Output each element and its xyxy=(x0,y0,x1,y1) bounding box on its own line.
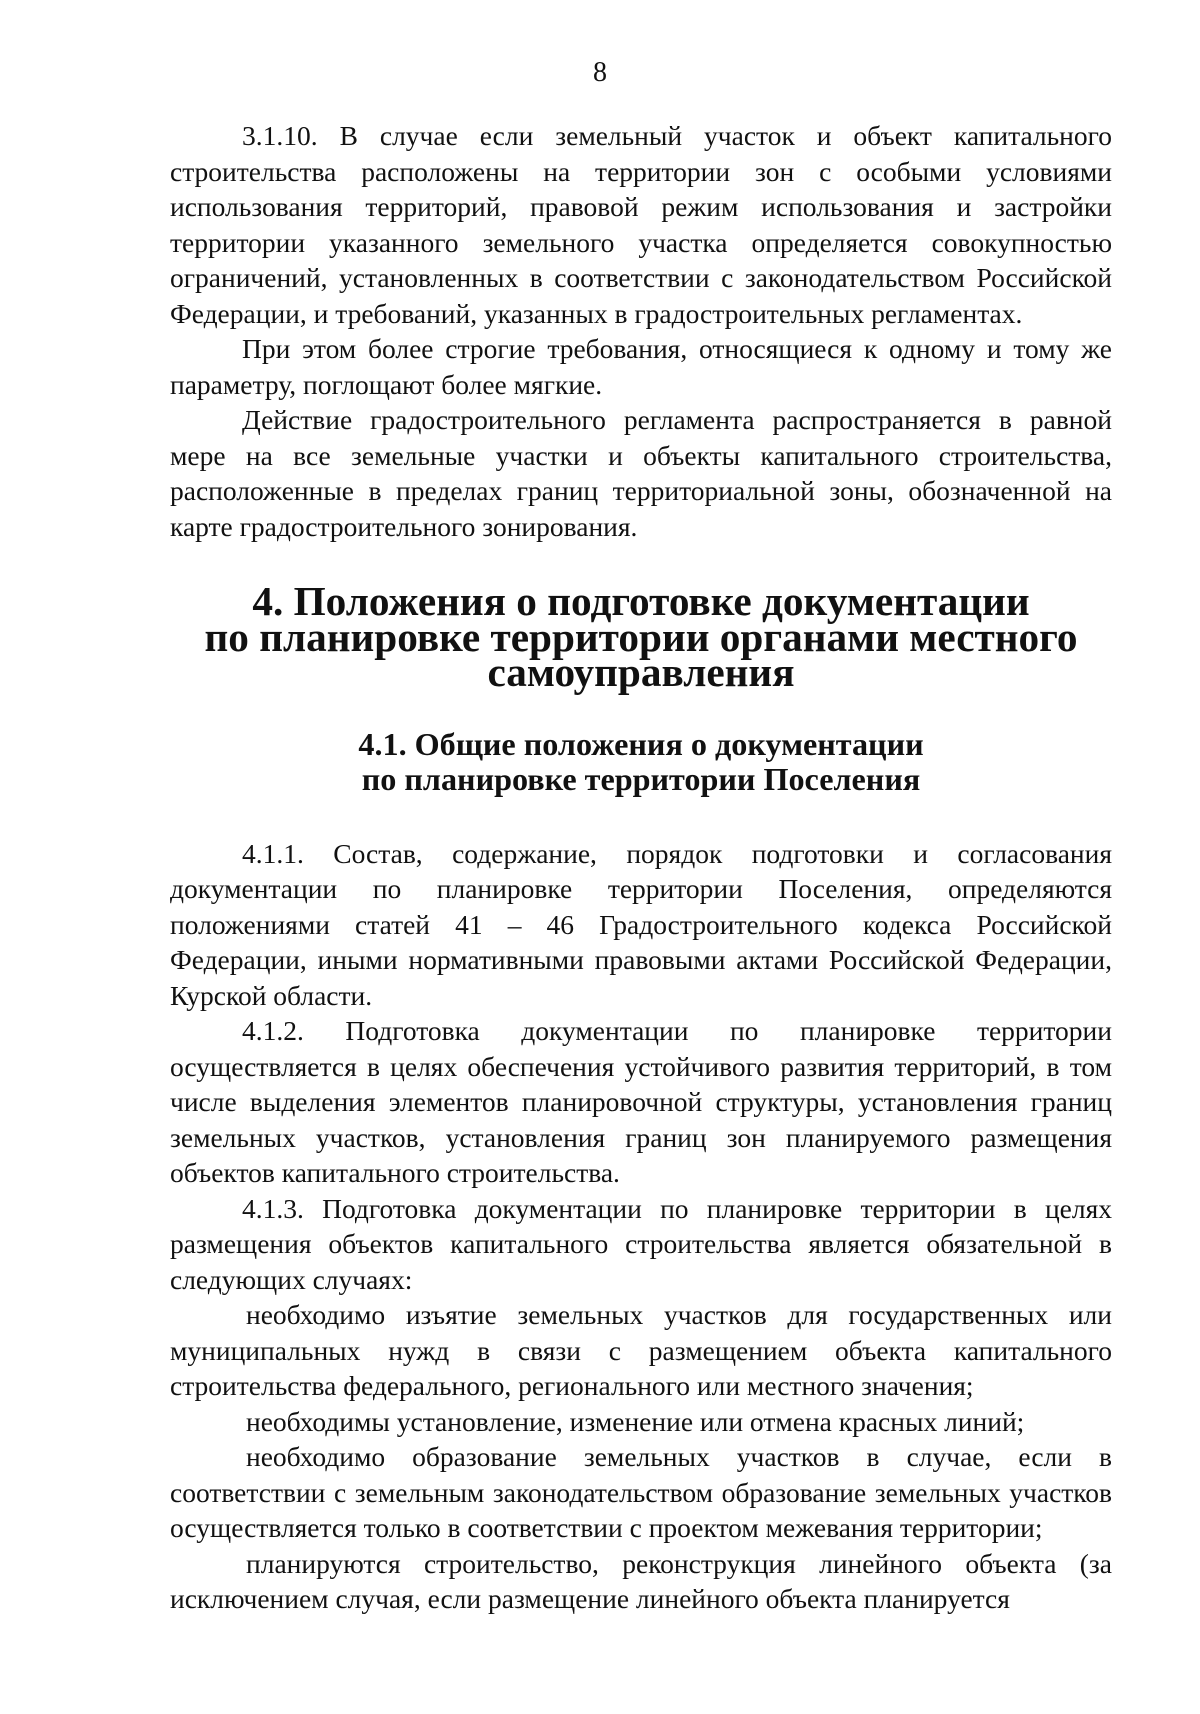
list-item: планируются строительство, реконструкция линейного объекта (за исключением случая, если размещение линейного объекта планируется xyxy=(170,1547,1112,1614)
subsection-heading-line-1: 4.1. Общие положения о документации xyxy=(358,725,924,762)
paragraph-3-1-10: 3.1.10. В случае если земельный участок и объект капитального строительства расположены на территории зон с особыми условиями использования территорий, правовой режим использования и застройки территории указанного земельного участка определяется совокупностью ограничений, установленных в соответствии с законодательством Российской Федерации, и требований, указанных в градостроительных регламентах. xyxy=(170,120,1112,329)
paragraph-4-1-2: 4.1.2. Подготовка документации по планировке территории осуществляется в целях обеспечения устойчивого развития территорий, в том числе выделения элементов планировочной структуры, установления границ земельных участков, установления границ зон планируемого размещения объектов капитального строительства. xyxy=(170,1015,1112,1188)
page-number: 8 xyxy=(593,57,607,88)
paragraph-strict-requirements: При этом более строгие требования, относящиеся к одному и тому же параметру, поглощают более мягкие. xyxy=(170,333,1112,400)
subsection-heading xyxy=(170,727,1112,798)
list-item: необходимо изъятие земельных участков для государственных или муниципальных нужд в связи с размещением объекта капитального строительства федерального, регионального или местного значения; xyxy=(170,1299,1112,1401)
section-heading-line-1: 4. Положения о подготовке документации xyxy=(252,578,1030,624)
subsection-heading-line-2: по планировке территории Поселения xyxy=(361,761,921,797)
list-item: необходимо образование земельных участков в случае, если в соответствии с земельным законодательством образование земельных участков осуществляется только в соответствии с проектом межевания территории; xyxy=(170,1441,1112,1543)
section-heading xyxy=(170,578,1112,695)
section-heading-line-2: по планировке территории органами местного самоуправления xyxy=(204,613,1078,695)
paragraph-regulation-scope: Действие градостроительного регламента распространяется в равной мере на все земельные участки и объекты капитального строительства, расположенные в пределах границ территориальной зоны, обозначенной на карте градостроительного зонирования. xyxy=(170,404,1112,542)
document-body xyxy=(170,118,1112,1617)
list-item: необходимы установление, изменение или отмена красных линий; xyxy=(246,1405,1025,1437)
paragraph-4-1-3: 4.1.3. Подготовка документации по планировке территории в целях размещения объектов капитального строительства является обязательной в следующих случаях: xyxy=(170,1192,1112,1295)
paragraph-4-1-1: 4.1.1. Состав, содержание, порядок подготовки и согласования документации по планировке территории Поселения, определяются положениями статей 41 – 46 Градостроительного кодекса Российской Федерации, иными нормативными правовыми актами Российской Федерации, Курской области. xyxy=(170,837,1112,1011)
